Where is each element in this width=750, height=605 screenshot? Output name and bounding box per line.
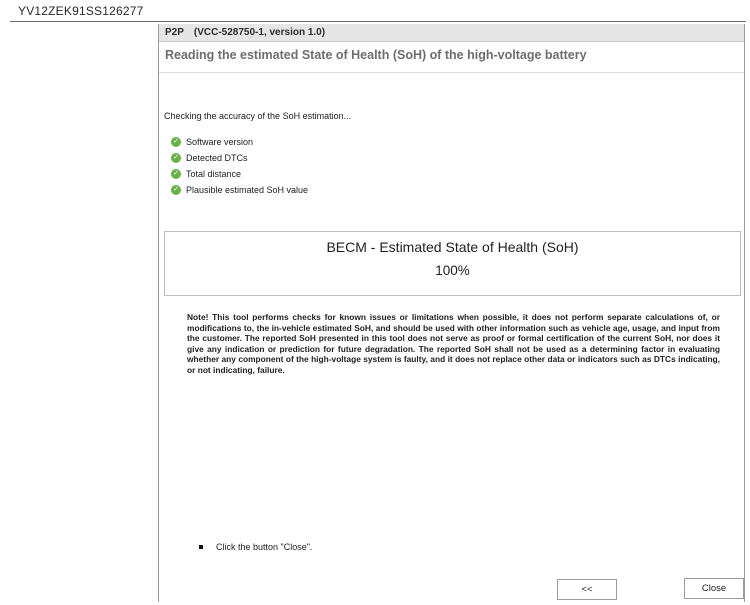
close-button[interactable]: Close (684, 578, 744, 599)
list-item (171, 182, 308, 198)
check-circle-icon: ✓ (171, 185, 181, 195)
check-circle-icon: ✓ (171, 169, 181, 179)
list-item (171, 150, 308, 166)
disclaimer-note: Note! This tool performs checks for known issues or limitations when possible, it does not perform separate calculations of, or modifications to, the in-vehicle estimated SoH, and should be used with other information such as vehicle age, usage, and input from the customer. The reported SoH presented in this tool does not serve as proof or formal certification of the current SoH, nor does it give any indication or prediction for future degradation. The reported SoH shall not be used as a determining factor in evaluating whether any component of the high-voltage system is faulty, and it does not replace other data or indicators such as DTCs indicating, or not indicating, failure. (187, 312, 720, 375)
back-button[interactable]: << (557, 579, 617, 600)
window-title-app: P2P (165, 27, 184, 38)
check-item-label: Detected DTCs (186, 153, 248, 163)
diagnostic-window (158, 24, 745, 602)
check-circle-icon: ✓ (171, 137, 181, 147)
check-intro-text: Checking the accuracy of the SoH estimation... (164, 111, 352, 121)
soh-title: BECM - Estimated State of Health (SoH) (326, 239, 579, 255)
soh-result-box (164, 231, 741, 296)
bullet-icon (199, 545, 203, 549)
check-item-label: Plausible estimated SoH value (186, 185, 309, 195)
instruction-text: Click the button "Close". (216, 542, 313, 552)
check-circle-icon: ✓ (171, 153, 181, 163)
list-item (171, 134, 308, 150)
soh-value: 100% (435, 263, 470, 278)
instruction-item (199, 542, 312, 552)
vin-label: YV12ZEK91SS126277 (18, 4, 144, 18)
list-item (171, 166, 308, 182)
check-item-label: Total distance (186, 169, 242, 179)
check-list (171, 134, 308, 198)
page-title: Reading the estimated State of Health (SoH) of the high-voltage battery (159, 42, 744, 73)
window-title-detail: (VCC-528750-1, version 1.0) (193, 27, 326, 38)
top-divider (10, 21, 746, 22)
check-item-label: Software version (186, 137, 254, 147)
window-title-bar (159, 24, 744, 42)
